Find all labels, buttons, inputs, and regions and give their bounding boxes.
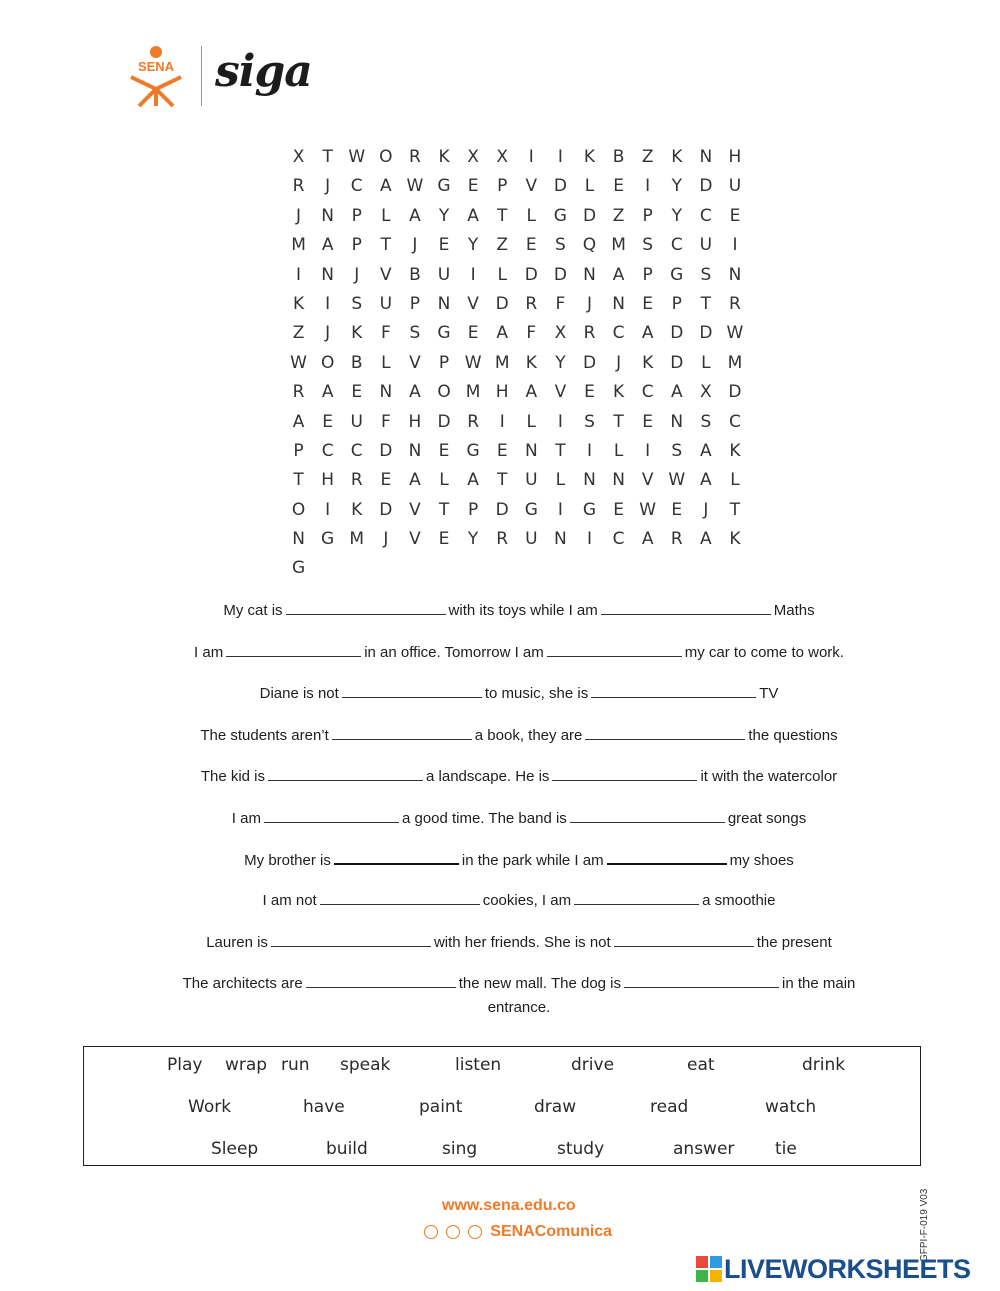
grid-letter[interactable]: K bbox=[292, 293, 305, 314]
grid-letter[interactable]: G bbox=[437, 323, 451, 344]
grid-letter[interactable]: H bbox=[321, 470, 335, 491]
grid-letter[interactable]: K bbox=[729, 529, 741, 550]
grid-letter[interactable]: G bbox=[553, 205, 567, 226]
grid-letter[interactable]: U bbox=[728, 176, 742, 197]
grid-letter[interactable]: A bbox=[380, 176, 392, 197]
grid-letter[interactable]: U bbox=[699, 235, 713, 256]
grid-letter[interactable]: O bbox=[291, 499, 306, 520]
bank-word: eat bbox=[687, 1055, 715, 1075]
grid-letter[interactable]: D bbox=[699, 176, 713, 197]
grid-letter[interactable]: K bbox=[525, 352, 537, 373]
grid-letter[interactable]: C bbox=[350, 176, 363, 197]
grid-letter[interactable]: W bbox=[639, 499, 657, 520]
grid-letter[interactable]: P bbox=[642, 205, 653, 226]
grid-letter[interactable]: T bbox=[613, 411, 624, 432]
grid-letter[interactable]: Y bbox=[555, 352, 566, 373]
answer-blank[interactable] bbox=[574, 890, 699, 905]
grid-letter[interactable]: O bbox=[437, 382, 451, 403]
grid-letter[interactable]: Y bbox=[467, 529, 479, 550]
grid-letter[interactable]: M bbox=[727, 352, 743, 373]
bank-word: drive bbox=[571, 1055, 615, 1075]
answer-blank[interactable] bbox=[585, 725, 745, 740]
grid-letter[interactable]: N bbox=[321, 205, 334, 226]
grid-letter[interactable]: I bbox=[557, 411, 563, 432]
grid-letter[interactable]: T bbox=[438, 499, 450, 520]
grid-letter[interactable]: N bbox=[583, 264, 596, 285]
sentence-continuation: entrance. bbox=[487, 999, 551, 1016]
grid-letter[interactable]: U bbox=[350, 411, 363, 432]
bank-word: draw bbox=[534, 1097, 577, 1117]
bank-word: drink bbox=[802, 1055, 846, 1075]
grid-letter[interactable]: X bbox=[292, 147, 305, 167]
sentence: I am not cookies, I am a smoothie bbox=[262, 892, 776, 909]
grid-letter[interactable]: P bbox=[351, 235, 362, 256]
svg-text:SENA: SENA bbox=[137, 59, 175, 74]
grid-letter[interactable]: D bbox=[670, 323, 684, 344]
grid-letter[interactable]: R bbox=[583, 323, 596, 344]
answer-blank[interactable] bbox=[624, 973, 779, 988]
word-search-grid bbox=[284, 143, 750, 584]
grid-letter[interactable]: N bbox=[699, 147, 713, 167]
grid-letter[interactable]: L bbox=[381, 205, 391, 226]
answer-blank[interactable] bbox=[226, 642, 361, 657]
grid-letter[interactable]: W bbox=[726, 323, 744, 344]
grid-letter[interactable]: Y bbox=[671, 176, 682, 197]
bank-word: listen bbox=[455, 1055, 502, 1075]
grid-letter[interactable]: J bbox=[412, 235, 418, 256]
footer-social bbox=[424, 1221, 612, 1241]
grid-letter[interactable]: F bbox=[380, 323, 391, 344]
grid-letter[interactable]: V bbox=[525, 176, 538, 197]
grid-letter[interactable]: I bbox=[557, 147, 563, 167]
grid-letter[interactable]: S bbox=[700, 264, 712, 285]
grid-letter[interactable]: I bbox=[325, 293, 331, 314]
grid-letter[interactable]: K bbox=[613, 382, 625, 403]
grid-letter[interactable]: I bbox=[645, 176, 651, 197]
grid-letter[interactable]: C bbox=[612, 529, 625, 550]
grid-letter[interactable]: E bbox=[438, 529, 450, 550]
grid-letter[interactable]: A bbox=[670, 382, 683, 403]
grid-letter[interactable]: N bbox=[554, 529, 567, 550]
grid-letter[interactable]: G bbox=[321, 529, 335, 550]
bank-word: tie bbox=[775, 1139, 797, 1159]
grid-letter[interactable]: X bbox=[496, 147, 509, 167]
grid-letter[interactable]: H bbox=[408, 411, 422, 432]
grid-letter[interactable]: H bbox=[728, 147, 742, 167]
grid-letter[interactable]: E bbox=[584, 382, 595, 403]
bank-word: Sleep bbox=[211, 1139, 259, 1159]
grid-letter[interactable]: N bbox=[583, 470, 596, 491]
sentence: Lauren is with her friends. She is not the present bbox=[206, 934, 832, 951]
grid-letter[interactable]: O bbox=[320, 352, 335, 373]
grid-letter[interactable]: X bbox=[467, 147, 479, 167]
grid-letter[interactable]: E bbox=[322, 411, 334, 432]
sentence: My brother is in the park while I am my shoes bbox=[100, 849, 938, 869]
answer-blank[interactable] bbox=[264, 808, 399, 823]
grid-letter[interactable]: E bbox=[642, 293, 654, 314]
grid-letter[interactable]: R bbox=[670, 529, 683, 550]
grid-letter[interactable]: J bbox=[383, 529, 389, 550]
grid-letter[interactable]: N bbox=[408, 440, 422, 461]
grid-letter[interactable]: B bbox=[350, 352, 363, 373]
siga-logo: siga bbox=[215, 46, 312, 97]
bank-word: paint bbox=[419, 1097, 463, 1117]
answer-blank[interactable] bbox=[306, 973, 456, 988]
sentence: My cat is with its toys while I am Maths bbox=[223, 602, 815, 619]
grid-letter[interactable]: A bbox=[409, 382, 421, 403]
grid-letter[interactable]: J bbox=[296, 205, 302, 226]
grid-letter[interactable]: U bbox=[525, 529, 538, 550]
grid-letter[interactable]: Y bbox=[671, 205, 682, 226]
grid-letter[interactable]: N bbox=[728, 264, 742, 285]
grid-letter[interactable]: I bbox=[586, 529, 592, 550]
grid-letter[interactable]: M bbox=[611, 235, 626, 256]
grid-letter[interactable]: R bbox=[496, 529, 509, 550]
grid-letter[interactable]: V bbox=[409, 529, 421, 550]
grid-letter[interactable]: E bbox=[467, 323, 479, 344]
header-divider bbox=[201, 46, 202, 106]
sentence: I am a good time. The band is great songs bbox=[231, 810, 807, 827]
answer-blank[interactable] bbox=[271, 932, 431, 947]
grid-letter[interactable]: A bbox=[409, 205, 421, 226]
sentence: The students aren’t a book, they are the questions bbox=[200, 727, 838, 744]
grid-letter[interactable]: V bbox=[409, 499, 421, 520]
form-code: GFPI-F-019 V03 bbox=[919, 1188, 930, 1262]
grid-letter[interactable]: E bbox=[351, 382, 363, 403]
answer-blank[interactable] bbox=[614, 932, 754, 947]
grid-letter[interactable]: C bbox=[670, 235, 683, 256]
grid-letter[interactable]: K bbox=[729, 440, 741, 461]
grid-letter[interactable]: E bbox=[671, 499, 683, 520]
grid-letter[interactable]: I bbox=[586, 440, 592, 461]
grid-letter[interactable]: C bbox=[729, 411, 741, 432]
answer-blank[interactable] bbox=[591, 683, 756, 698]
grid-letter[interactable]: K bbox=[642, 352, 654, 373]
grid-letter[interactable]: K bbox=[583, 147, 596, 167]
grid-letter[interactable]: P bbox=[642, 264, 653, 285]
grid-letter[interactable]: I bbox=[470, 264, 476, 285]
grid-letter[interactable]: W bbox=[464, 352, 482, 373]
bank-word: run bbox=[281, 1055, 310, 1075]
grid-letter[interactable]: E bbox=[525, 235, 537, 256]
grid-letter[interactable]: V bbox=[467, 293, 479, 314]
grid-letter[interactable]: W bbox=[348, 147, 366, 167]
grid-letter[interactable]: L bbox=[613, 440, 624, 461]
grid-letter[interactable]: J bbox=[325, 176, 331, 197]
grid-letter[interactable]: G bbox=[670, 264, 684, 285]
grid-letter[interactable]: A bbox=[700, 529, 712, 550]
instagram-icon[interactable] bbox=[446, 1225, 460, 1239]
grid-letter[interactable]: A bbox=[496, 323, 509, 344]
grid-letter[interactable]: I bbox=[732, 235, 738, 256]
grid-letter[interactable]: I bbox=[645, 440, 651, 461]
grid-letter[interactable]: J bbox=[586, 293, 592, 314]
twitter-icon[interactable] bbox=[424, 1225, 438, 1239]
grid-letter[interactable]: E bbox=[467, 176, 479, 197]
grid-letter[interactable]: X bbox=[700, 382, 712, 403]
footer-handle: SENAComunica bbox=[490, 1222, 613, 1240]
grid-letter[interactable]: D bbox=[495, 499, 509, 520]
grid-letter[interactable]: K bbox=[438, 147, 450, 167]
grid-letter[interactable]: P bbox=[438, 352, 450, 373]
grid-letter[interactable]: U bbox=[525, 470, 538, 491]
grid-letter[interactable]: D bbox=[582, 205, 597, 226]
grid-letter[interactable]: C bbox=[350, 440, 363, 461]
bank-word: Play bbox=[167, 1055, 203, 1075]
grid-letter[interactable]: L bbox=[439, 470, 449, 491]
grid-letter[interactable]: F bbox=[555, 293, 566, 314]
grid-letter[interactable]: A bbox=[700, 440, 712, 461]
grid-letter[interactable]: D bbox=[553, 264, 567, 285]
grid-letter[interactable]: O bbox=[379, 147, 393, 167]
bank-word: watch bbox=[765, 1097, 817, 1117]
grid-letter[interactable]: D bbox=[379, 440, 393, 461]
grid-letter[interactable]: T bbox=[497, 205, 508, 226]
grid-letter[interactable]: N bbox=[437, 293, 451, 314]
grid-letter[interactable]: S bbox=[642, 235, 654, 256]
grid-letter[interactable]: U bbox=[379, 293, 393, 314]
grid-letter[interactable]: E bbox=[438, 235, 450, 256]
grid-letter[interactable]: G bbox=[524, 499, 538, 520]
answer-blank[interactable] bbox=[332, 725, 472, 740]
grid-letter[interactable]: Z bbox=[496, 235, 509, 256]
grid-letter[interactable]: K bbox=[671, 147, 683, 167]
bank-word: Work bbox=[188, 1097, 232, 1117]
answer-blank[interactable] bbox=[547, 642, 682, 657]
sentence: The architects are the new mall. The dog is in the main bbox=[182, 975, 856, 992]
answer-blank[interactable] bbox=[342, 683, 482, 698]
grid-letter[interactable]: M bbox=[494, 352, 510, 373]
grid-letter[interactable]: J bbox=[325, 323, 331, 344]
grid-letter[interactable]: M bbox=[349, 529, 365, 550]
grid-letter[interactable]: C bbox=[321, 440, 334, 461]
sentence: I am in an office. Tomorrow I am my car to come to work. bbox=[194, 644, 844, 661]
grid-letter[interactable]: X bbox=[554, 323, 567, 344]
bank-word: have bbox=[303, 1097, 345, 1117]
bank-word: speak bbox=[340, 1055, 391, 1075]
grid-letter[interactable]: V bbox=[641, 470, 654, 491]
grid-letter[interactable]: N bbox=[292, 529, 305, 550]
grid-letter[interactable]: P bbox=[409, 293, 421, 314]
grid-letter[interactable]: L bbox=[526, 411, 537, 432]
grid-letter[interactable]: T bbox=[380, 235, 392, 256]
grid-letter[interactable]: I bbox=[296, 264, 302, 285]
grid-letter[interactable]: L bbox=[381, 352, 391, 373]
grid-letter[interactable]: L bbox=[584, 176, 595, 197]
grid-letter[interactable]: T bbox=[293, 470, 304, 491]
grid-letter[interactable]: E bbox=[613, 176, 624, 197]
grid-letter[interactable]: T bbox=[555, 440, 566, 461]
grid-letter[interactable]: A bbox=[409, 470, 421, 491]
grid-letter[interactable]: H bbox=[495, 382, 509, 403]
grid-letter[interactable]: L bbox=[701, 352, 711, 373]
grid-letter[interactable]: C bbox=[612, 323, 625, 344]
grid-letter[interactable]: I bbox=[325, 499, 331, 520]
grid-letter[interactable]: E bbox=[613, 499, 624, 520]
grid-letter[interactable]: I bbox=[528, 147, 534, 167]
grid-letter[interactable]: A bbox=[467, 470, 479, 491]
bank-word: study bbox=[557, 1139, 605, 1159]
facebook-icon[interactable] bbox=[468, 1225, 482, 1239]
grid-letter[interactable]: R bbox=[292, 382, 305, 403]
grid-letter[interactable]: T bbox=[700, 293, 712, 314]
grid-letter[interactable]: D bbox=[670, 352, 684, 373]
grid-letter[interactable]: J bbox=[703, 499, 709, 520]
answer-blank[interactable] bbox=[607, 849, 727, 865]
grid-letter[interactable]: R bbox=[525, 293, 538, 314]
grid-letter[interactable]: I bbox=[499, 411, 505, 432]
grid-letter[interactable]: C bbox=[641, 382, 654, 403]
grid-letter[interactable]: Z bbox=[292, 323, 305, 344]
grid-letter[interactable]: N bbox=[612, 293, 625, 314]
bank-word: read bbox=[650, 1097, 689, 1117]
grid-letter[interactable]: Q bbox=[582, 235, 597, 256]
answer-blank[interactable] bbox=[601, 600, 771, 615]
grid-letter[interactable]: S bbox=[584, 411, 595, 432]
grid-letter[interactable]: A bbox=[700, 470, 712, 491]
grid-letter[interactable]: A bbox=[525, 382, 538, 403]
grid-letter[interactable]: N bbox=[524, 440, 538, 461]
grid-letter[interactable]: D bbox=[379, 499, 393, 520]
bank-word: sing bbox=[442, 1139, 478, 1159]
bank-word: build bbox=[326, 1139, 368, 1159]
grid-letter[interactable]: A bbox=[321, 382, 334, 403]
grid-letter[interactable]: R bbox=[729, 293, 741, 314]
grid-letter[interactable]: D bbox=[728, 382, 742, 403]
header bbox=[125, 44, 325, 108]
grid-letter[interactable]: V bbox=[554, 382, 567, 403]
grid-letter[interactable]: D bbox=[437, 411, 451, 432]
grid-letter[interactable]: E bbox=[438, 440, 450, 461]
grid-letter[interactable]: B bbox=[409, 264, 421, 285]
grid-letter[interactable]: N bbox=[321, 264, 334, 285]
grid-letter[interactable]: R bbox=[292, 176, 305, 197]
grid-letter[interactable]: A bbox=[292, 411, 305, 432]
grid-letter[interactable]: W bbox=[668, 470, 686, 491]
grid-letter[interactable]: D bbox=[553, 176, 567, 197]
sentence: The kid is a landscape. He is it with the watercolor bbox=[200, 768, 838, 785]
grid-letter[interactable]: A bbox=[467, 205, 479, 226]
grid-letter[interactable]: B bbox=[612, 147, 625, 167]
grid-letter[interactable]: E bbox=[642, 411, 654, 432]
grid-letter[interactable]: E bbox=[729, 205, 741, 226]
grid-letter[interactable]: V bbox=[380, 264, 392, 285]
grid-letter[interactable]: M bbox=[465, 382, 481, 403]
grid-letter[interactable]: L bbox=[497, 264, 507, 285]
grid-letter[interactable]: T bbox=[322, 147, 333, 167]
grid-letter[interactable]: P bbox=[293, 440, 304, 461]
grid-letter[interactable]: N bbox=[670, 411, 684, 432]
grid-letter[interactable]: J bbox=[616, 352, 622, 373]
grid-letter[interactable]: A bbox=[641, 323, 654, 344]
grid-letter[interactable]: F bbox=[380, 411, 391, 432]
grid-letter[interactable]: P bbox=[497, 176, 508, 197]
grid-letter[interactable]: S bbox=[671, 440, 683, 461]
grid-letter[interactable]: F bbox=[526, 323, 537, 344]
grid-letter[interactable]: N bbox=[379, 382, 393, 403]
grid-letter[interactable]: T bbox=[729, 499, 741, 520]
bank-word: wrap bbox=[225, 1055, 268, 1075]
answer-blank[interactable] bbox=[570, 808, 725, 823]
grid-letter[interactable]: S bbox=[554, 235, 566, 256]
grid-letter[interactable]: D bbox=[699, 323, 713, 344]
grid-letter[interactable]: U bbox=[437, 264, 451, 285]
grid-letter[interactable]: L bbox=[526, 205, 537, 226]
grid-letter[interactable]: G bbox=[437, 176, 451, 197]
sentence: Diane is not to music, she is TV bbox=[259, 685, 779, 702]
grid-letter[interactable]: G bbox=[582, 499, 597, 520]
answer-blank[interactable] bbox=[334, 849, 459, 865]
grid-letter[interactable]: S bbox=[700, 411, 712, 432]
grid-letter[interactable]: A bbox=[612, 264, 625, 285]
grid-letter[interactable]: Y bbox=[438, 205, 450, 226]
grid-letter[interactable]: P bbox=[351, 205, 362, 226]
grid-letter[interactable]: P bbox=[467, 499, 479, 520]
grid-letter[interactable]: A bbox=[321, 235, 334, 256]
grid-letter[interactable]: D bbox=[495, 293, 509, 314]
sena-logo bbox=[125, 44, 187, 108]
grid-letter[interactable]: R bbox=[467, 411, 480, 432]
grid-letter[interactable]: L bbox=[730, 470, 740, 491]
grid-letter[interactable]: E bbox=[496, 440, 508, 461]
answer-blank[interactable] bbox=[552, 766, 697, 781]
grid-letter[interactable]: K bbox=[351, 323, 363, 344]
grid-letter[interactable]: S bbox=[351, 293, 363, 314]
grid-letter[interactable]: T bbox=[497, 470, 508, 491]
grid-letter[interactable]: M bbox=[291, 235, 306, 256]
grid-letter[interactable]: L bbox=[555, 470, 566, 491]
grid-letter[interactable]: Y bbox=[467, 235, 479, 256]
grid-letter[interactable]: D bbox=[582, 352, 597, 373]
grid-letter[interactable]: P bbox=[671, 293, 682, 314]
grid-letter[interactable]: V bbox=[409, 352, 421, 373]
grid-letter[interactable]: J bbox=[354, 264, 360, 285]
footer-url[interactable]: www.sena.edu.co bbox=[442, 1197, 576, 1214]
grid-letter[interactable]: S bbox=[409, 323, 421, 344]
answer-blank[interactable] bbox=[320, 890, 480, 905]
grid-letter[interactable]: W bbox=[406, 176, 424, 197]
bank-word: answer bbox=[673, 1139, 735, 1159]
answer-blank[interactable] bbox=[286, 600, 446, 615]
grid-letter[interactable]: Z bbox=[641, 147, 654, 167]
grid-letter[interactable]: R bbox=[409, 147, 421, 167]
grid-letter[interactable]: I bbox=[557, 499, 563, 520]
grid-letter[interactable]: G bbox=[466, 440, 480, 461]
liveworksheets-icon bbox=[696, 1256, 722, 1282]
grid-letter[interactable]: W bbox=[290, 352, 307, 373]
grid-letter[interactable]: K bbox=[351, 499, 363, 520]
grid-letter[interactable]: D bbox=[524, 264, 538, 285]
answer-blank[interactable] bbox=[268, 766, 423, 781]
grid-letter[interactable]: G bbox=[291, 558, 306, 579]
grid-letter[interactable]: Z bbox=[612, 205, 625, 226]
grid-letter[interactable]: R bbox=[350, 470, 363, 491]
grid-letter[interactable]: E bbox=[380, 470, 392, 491]
grid-letter[interactable]: N bbox=[612, 470, 625, 491]
grid-letter[interactable]: C bbox=[699, 205, 712, 226]
grid-letter[interactable]: A bbox=[641, 529, 654, 550]
liveworksheets-text: LIVEWORKSHEETS bbox=[724, 1254, 971, 1284]
word-bank bbox=[83, 1046, 921, 1166]
